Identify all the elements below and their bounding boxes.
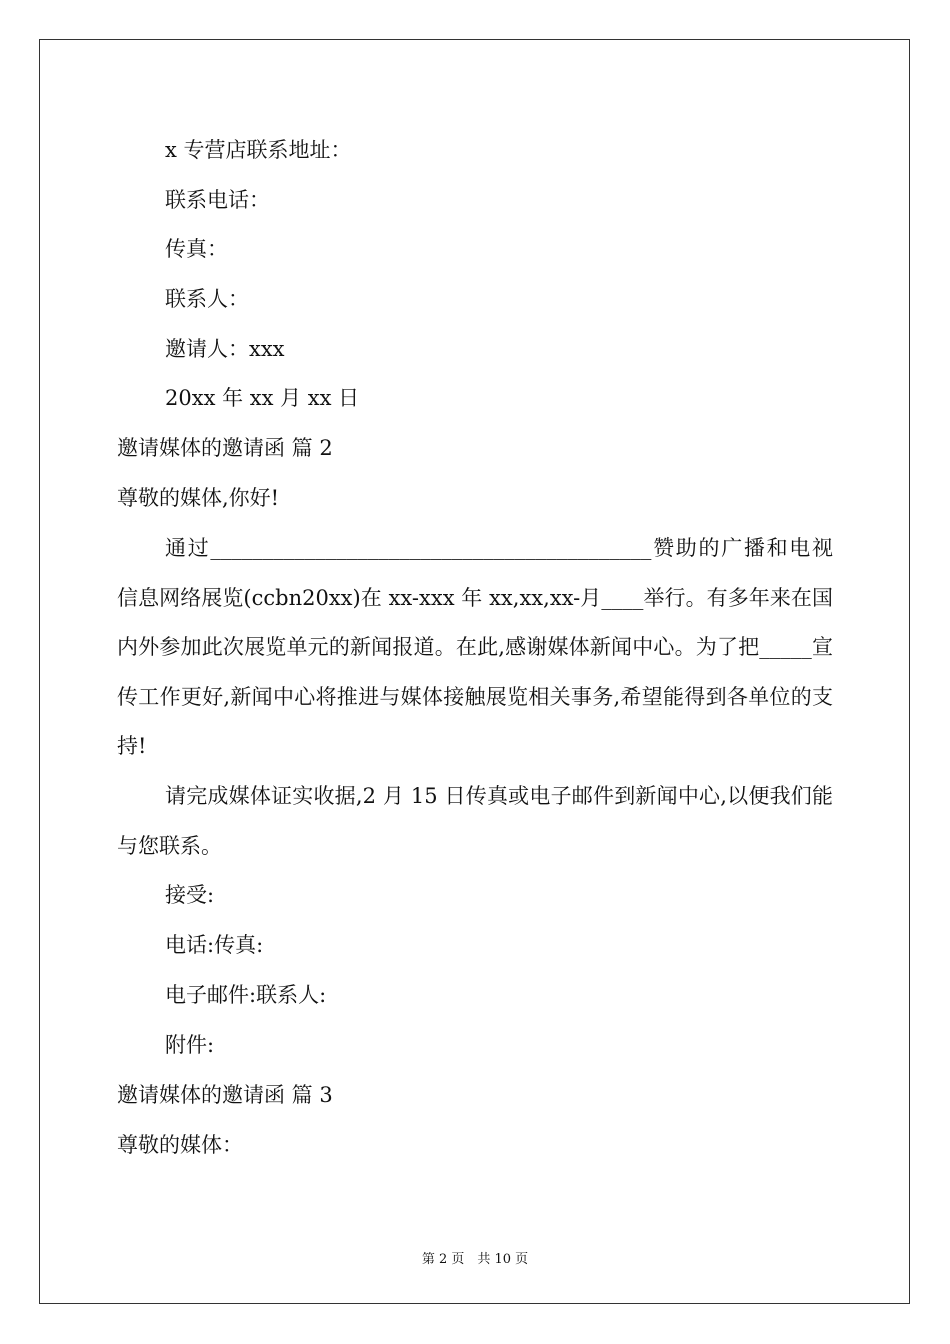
section2-greeting: 尊敬的媒体,你好! — [117, 486, 280, 510]
contact-phone: 联系电话： — [165, 188, 270, 212]
contact-fax: 传真： — [165, 237, 228, 261]
date: 20xx 年 xx 月 xx 日 — [165, 386, 360, 410]
section2-title: 邀请媒体的邀请函 篇 2 — [117, 436, 333, 460]
accept-label: 接受: — [165, 883, 215, 907]
section3-title: 邀请媒体的邀请函 篇 3 — [117, 1083, 333, 1107]
attachment-label: 附件: — [165, 1033, 215, 1057]
section3-greeting: 尊敬的媒体： — [117, 1133, 243, 1157]
inviter: 邀请人：xxx — [165, 337, 285, 361]
section2-paragraph-1: 通过__________________________________________赞助的广播和电视信息网络展览(ccbn20xx)在 xx-xxx 年 xx,xx,xx-月____举行。有多年来在国内外参加此次展览单元的新闻报道。在此,感谢媒体新闻中心。为了把_____宣传工作更好,新闻中心将推进与媒体接触展览相关事务,希望能得到各单位的支持! — [117, 536, 833, 758]
contact-address: x 专营店联系地址： — [165, 138, 352, 162]
contact-person: 联系人： — [165, 287, 249, 311]
section2-paragraph-2: 请完成媒体证实收据,2 月 15 日传真或电子邮件到新闻中心,以便我们能与您联系。 — [117, 784, 833, 858]
email-contact-label: 电子邮件:联系人: — [165, 983, 327, 1007]
phone-fax-label: 电话:传真: — [165, 933, 264, 957]
page-number: 第 2 页 共 10 页 — [421, 1252, 529, 1267]
